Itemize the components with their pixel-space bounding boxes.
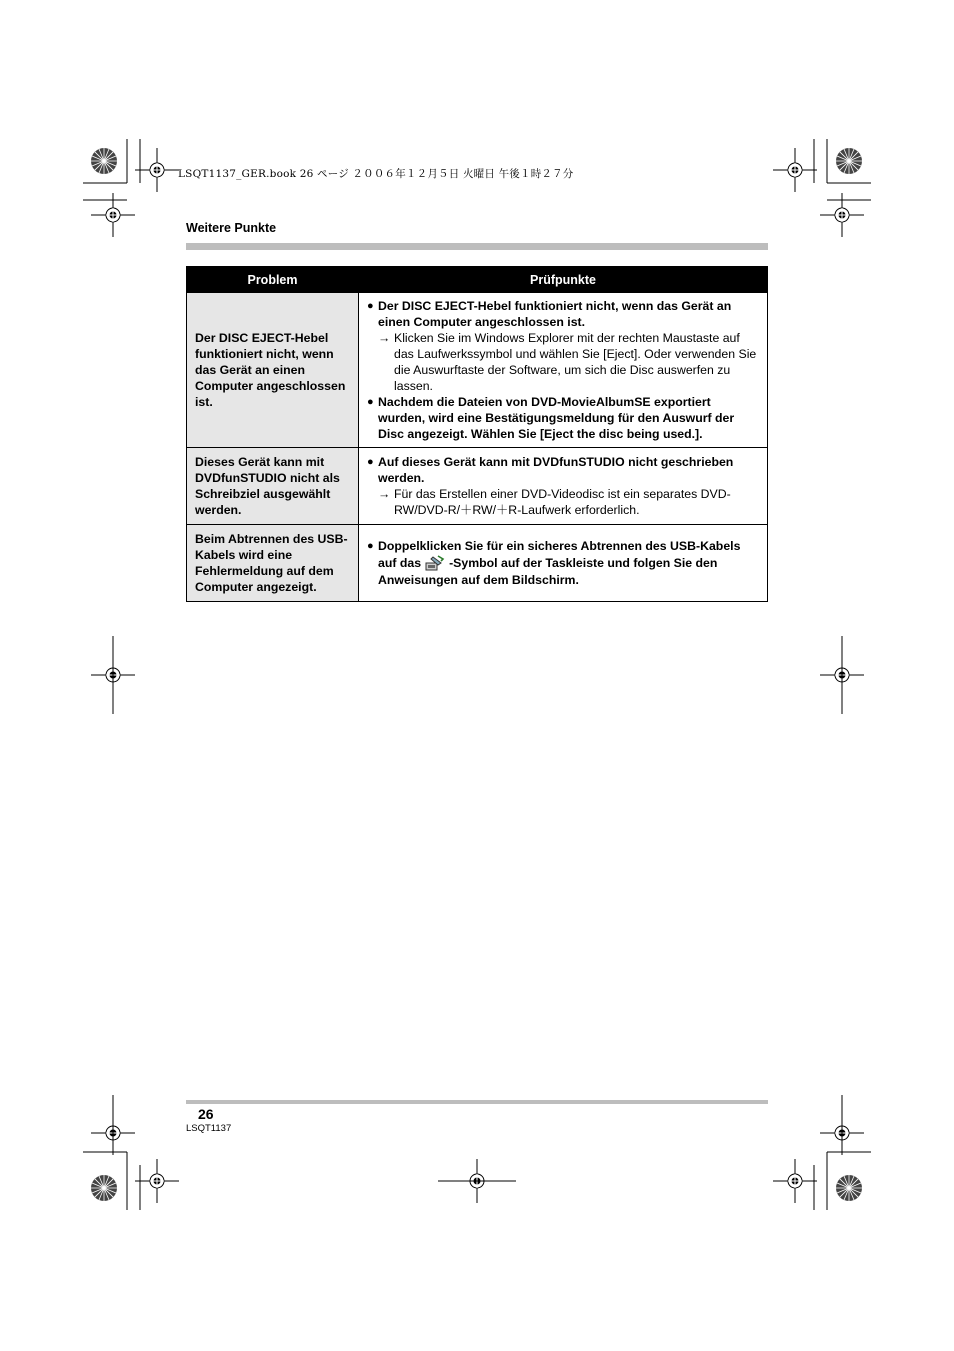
bullet-text: Nachdem die Dateien von DVD-MovieAlbumSE exportiert wurden, wird eine Bestätigungsmeldung für den Auswurf der Disc angezeigt. Wählen Sie [Eject the disc being used.]. [378,394,735,441]
arrow-item [367,486,759,518]
table-header-row [187,267,768,293]
bullet-text: Der DISC EJECT-Hebel funktioniert nicht, wenn das Gerät an einen Computer angeschlossen ist. [378,298,732,329]
print-header: LSQT1137_GER.book 26 ページ ２００６年１２月５日 火曜日 午後１時２７分 [178,168,574,180]
problem-cell: Beim Abtrennen des USB-Kabels wird eine Fehlermeldung auf dem Computer angezeigt. [187,525,359,602]
starburst-mark-bottom-right [836,1175,862,1201]
arrow-right-icon: → [378,330,391,345]
troubleshooting-table [186,266,768,602]
problem-cell: Dieses Gerät kann mit DVDfunSTUDIO nicht als Schreibziel ausgewählt werden. [187,448,359,525]
bullet-item [367,538,759,588]
bullet-icon: ● [367,395,374,408]
bullet-icon: ● [367,539,374,552]
starburst-mark-top-left [91,148,117,174]
bullet-item [367,394,759,442]
starburst-mark-bottom-left [91,1175,117,1201]
doc-code: LSQT1137 [186,1123,232,1134]
header-rule [186,243,768,250]
bullet-text-end: -Symbol auf der Taskleiste und folgen Sie den Anweisungen auf dem Bildschirm. [378,555,718,587]
safely-remove-hardware-icon [423,554,447,572]
checks-cell [359,448,768,525]
bullet-icon: ● [367,299,374,312]
arrow-item [367,330,759,394]
checks-cell [359,525,768,602]
bullet-item [367,454,759,486]
bullet-item [367,298,759,330]
bullet-text [378,538,759,588]
arrow-text: Für das Erstellen einer DVD-Videodisc ist ein separates DVD-RW/DVD-R/＋RW/＋R-Laufwerk erforderlich. [394,486,731,517]
bullet-text-start: Doppelklicken Sie für ein sicheres Abtrennen des USB-Kabels auf das [378,538,741,570]
section-title: Weitere Punkte [186,221,277,235]
starburst-mark-top-right [836,148,862,174]
table-row [187,293,768,448]
problem-cell: Der DISC EJECT-Hebel funktioniert nicht, wenn das Gerät an einen Computer angeschlossen ist. [187,293,359,448]
crosshair-mark-bottom-left [135,1159,179,1203]
bullet-icon: ● [367,455,374,468]
column-header-problem: Problem [187,267,359,293]
page-number: 26 [198,1106,214,1122]
arrow-text: Klicken Sie im Windows Explorer mit der rechten Maustaste auf das Laufwerkssymbol und wählen Sie [Eject]. Oder verwenden Sie die Auswurftaste der Software, um sich die Disc auswerfen zu lassen. [394,330,757,393]
table-row [187,525,768,602]
crosshair-mark-top-right [773,148,817,192]
column-header-checks: Prüfpunkte [359,267,768,293]
crosshair-mark-bottom-right [773,1159,817,1203]
footer-rule [186,1100,768,1104]
crosshair-mark-top-left [135,148,179,192]
checks-cell [359,293,768,448]
table-row [187,448,768,525]
arrow-right-icon: → [378,486,391,501]
bullet-text: Auf dieses Gerät kann mit DVDfunSTUDIO nicht geschrieben werden. [378,454,734,485]
